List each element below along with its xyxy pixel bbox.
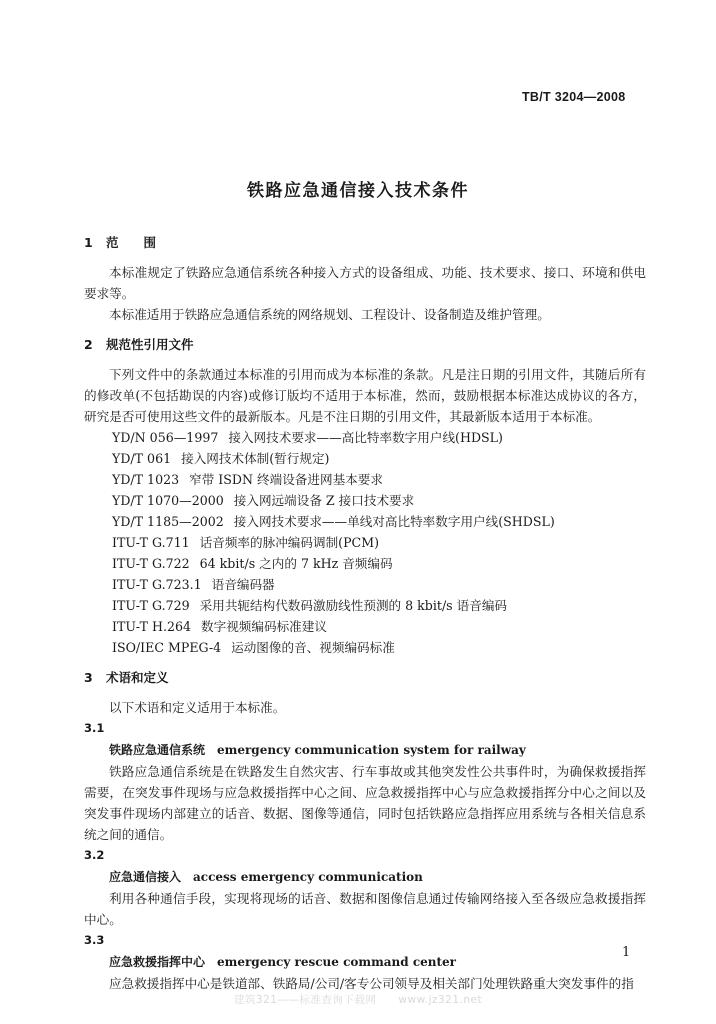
reference-item: YD/T 061 接入网技术体制(暂行规定) — [112, 451, 330, 466]
term-number: 3.2 — [84, 848, 105, 862]
reference-item: YD/T 1023 窄带 ISDN 终端设备进网基本要求 — [112, 472, 383, 487]
term-heading: 铁路应急通信系统 emergency communication system for railway — [109, 743, 526, 757]
terms-intro: 以下术语和定义适用于本标准。 — [109, 700, 286, 715]
term-definition: 利用各种通信手段，实现将现场的话音、数据和图像信息通过传输网络接入至各级应急救援指挥中心。 — [84, 891, 646, 927]
term-definition: 应急救援指挥中心是铁道部、铁路局/公司/客专公司领导及相关部门处理铁路重大突发事件的指 — [109, 976, 634, 991]
reference-item: ISO/IEC MPEG-4 运动图像的音、视频编码标准 — [112, 640, 395, 655]
scope-paragraph: 本标准规定了铁路应急通信系统各种接入方式的设备组成、功能、技术要求、接口、环境和供电要求等。 — [84, 265, 646, 301]
document-body — [84, 232, 646, 994]
term-definition: 铁路应急通信系统是在铁路发生自然灾害、行车事故或其他突发性公共事件时，为确保救援指挥需要，在突发事件现场与应急救援指挥中心之间、应急救援指挥中心与应急救援指挥分中心之间以及突发事件现场内部建立的话音、数据、图像等通信，同时包括铁路应急指挥应用系统与各相关信息系统之间的通信。 — [84, 764, 646, 842]
section-heading-normative-references: 2 规范性引用文件 — [84, 337, 194, 352]
reference-item: ITU-T G.722 64 kbit/s 之内的 7 kHz 音频编码 — [112, 556, 393, 571]
section-heading-terms: 3 术语和定义 — [84, 670, 169, 685]
watermark-footer: 建筑321——标准查询下载网 www.jz321.net — [233, 994, 483, 1006]
term-number: 3.3 — [84, 933, 105, 947]
scope-paragraph: 本标准适用于铁路应急通信系统的网络规划、工程设计、设备制造及维护管理。 — [109, 307, 550, 322]
section-heading-scope: 1 范 围 — [84, 235, 157, 250]
term-heading: 应急救援指挥中心 emergency rescue command center — [109, 955, 457, 969]
reference-item: YD/T 1185—2002 接入网技术要求——单线对高比特率数字用户线(SHDSL) — [112, 514, 555, 529]
reference-item: ITU-T H.264 数字视频编码标准建议 — [112, 619, 327, 634]
document-title: 铁路应急通信接入技术条件 — [247, 181, 469, 201]
reference-item: ITU-T G.723.1 语音编码器 — [112, 577, 275, 592]
reference-item: ITU-T G.729 采用共轭结构代数码激励线性预测的 8 kbit/s 语音编码 — [112, 598, 508, 613]
page-number: 1 — [622, 945, 631, 960]
term-number: 3.1 — [84, 721, 105, 735]
term-heading: 应急通信接入 access emergency communication — [109, 870, 423, 884]
reference-list — [84, 427, 646, 658]
reference-item: YD/T 1070—2000 接入网远端设备 Z 接口技术要求 — [112, 493, 415, 508]
reference-item: YD/N 056—1997 接入网技术要求——高比特率数字用户线(HDSL) — [112, 430, 503, 445]
references-paragraph: 下列文件中的条款通过本标准的引用而成为本标准的条款。凡是注日期的引用文件，其随后所有的修改单(不包括勘误的内容)或修订版均不适用于本标准，然而，鼓励根据本标准达成协议的各方，研究是否可使用这些文件的最新版本。凡是不注日期的引用文件，其最新版本适用于本标准。 — [84, 367, 646, 424]
standard-code: TB/T 3204—2008 — [522, 90, 626, 104]
reference-item: ITU-T G.711 话音频率的脉冲编码调制(PCM) — [112, 535, 380, 550]
